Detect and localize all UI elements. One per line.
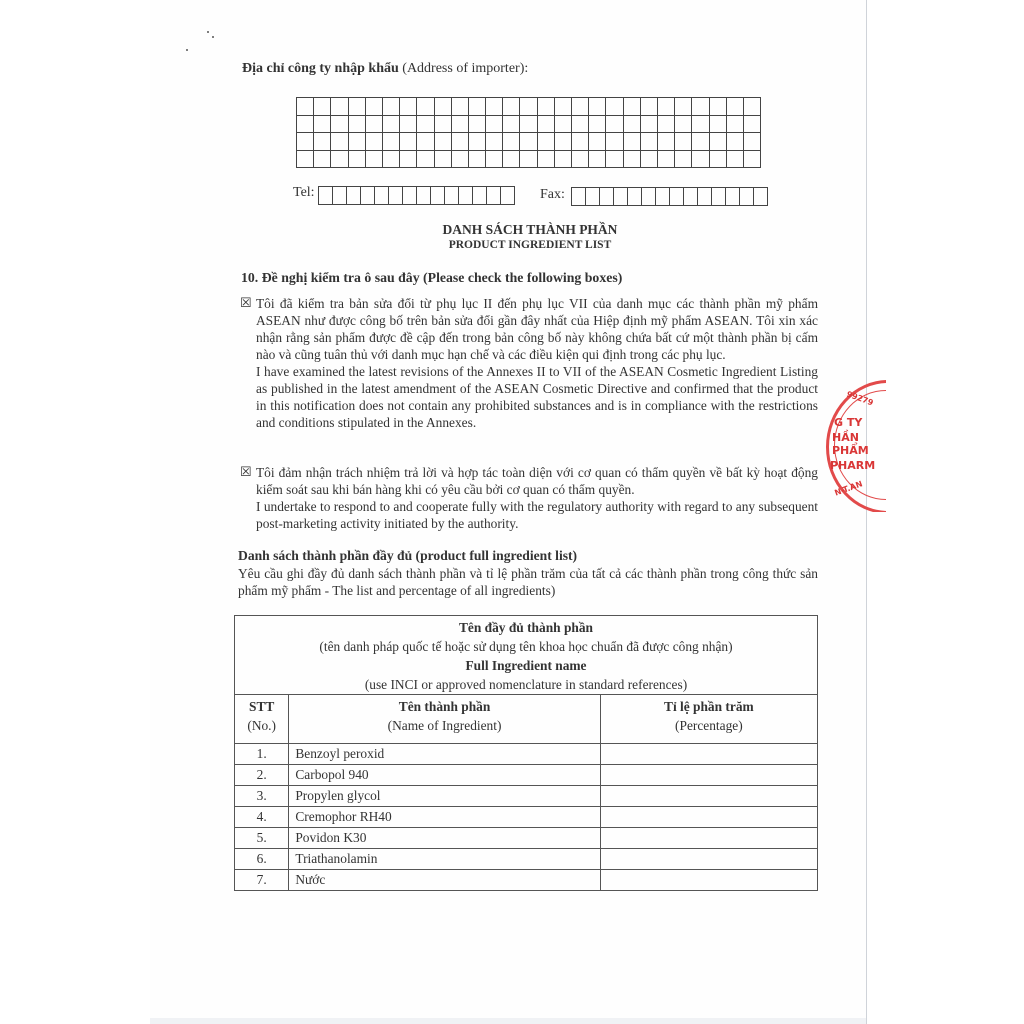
ingredient-percentage[interactable] — [600, 744, 817, 765]
table-main-header — [235, 616, 818, 695]
importer-address-label: Địa chỉ công ty nhập khẩu (Address of importer): — [242, 61, 529, 76]
col-header-name: Tên thành phần (Name of Ingredient) — [289, 695, 600, 744]
row-number: 3. — [235, 786, 289, 807]
tel-box-row[interactable] — [318, 186, 515, 205]
table-row — [235, 786, 818, 807]
header-vi: Tên đầy đủ thành phần — [459, 620, 593, 635]
declaration-2-en: I undertake to respond to and cooperate fully with the regulatory authority with regard to any subsequent post-marketing activity initiated by the authority. — [256, 499, 818, 531]
row-number: 2. — [235, 765, 289, 786]
ingredient-name: Nước — [289, 870, 600, 891]
checkbox-1[interactable]: ☒ — [240, 295, 252, 310]
declaration-1 — [256, 295, 818, 431]
stamp-text: PHẨM — [832, 444, 869, 457]
ingredient-percentage[interactable] — [600, 807, 817, 828]
full-list-description: Yêu cầu ghi đầy đủ danh sách thành phần và tỉ lệ phần trăm của tất cả các thành phần trong công thức sản phẩm mỹ phẩm - The list and percentage of all ingredients) — [238, 566, 818, 598]
table-row — [235, 807, 818, 828]
ingredient-name: Povidon K30 — [289, 828, 600, 849]
scan-speck — [186, 49, 188, 51]
col-header-percentage: Tỉ lệ phần trăm (Percentage) — [600, 695, 817, 744]
table-row — [235, 849, 818, 870]
fax-label: Fax: — [540, 187, 565, 202]
stamp-text: N-T.AN — [833, 479, 864, 498]
declaration-1-en: I have examined the latest revisions of the Annexes II to VII of the ASEAN Cosmetic Ingredient Listing as published in the latest amendment of the ASEAN Cosmetic Directive and confirmed that the product in this notification does not contain any prohibited substances and is in compliance with the restrictions and conditions stipulated in the Annexes. — [256, 364, 818, 430]
stamp-text: 99279 — [845, 389, 875, 408]
page-bottom-edge — [150, 1018, 866, 1024]
declaration-2 — [256, 464, 818, 532]
table-row — [235, 765, 818, 786]
ingredient-name: Propylen glycol — [289, 786, 600, 807]
section-10-heading: 10. Đề nghị kiểm tra ô sau đây (Please check the following boxes) — [241, 270, 623, 285]
scan-speck — [212, 36, 214, 38]
header-en-sub: (use INCI or approved nomenclature in standard references) — [364, 677, 688, 692]
ingredient-percentage[interactable] — [600, 870, 817, 891]
row-number: 7. — [235, 870, 289, 891]
table-row — [235, 744, 818, 765]
row-number: 6. — [235, 849, 289, 870]
ingredient-name: Benzoyl peroxid — [289, 744, 600, 765]
table-row — [235, 828, 818, 849]
ingredient-table — [234, 615, 818, 891]
title-vi: DANH SÁCH THÀNH PHẦN — [442, 222, 618, 237]
tel-label: Tel: — [293, 185, 315, 200]
header-en: Full Ingredient name — [465, 658, 587, 673]
row-number: 1. — [235, 744, 289, 765]
declaration-2-vi: Tôi đảm nhận trách nhiệm trả lời và hợp tác toàn diện với cơ quan có thẩm quyền về bất kỳ hoạt động kiểm soát sau khi bán hàng khi có yêu cầu bởi cơ quan có thẩm quyền. — [256, 465, 818, 497]
ingredient-name: Triathanolamin — [289, 849, 600, 870]
declaration-1-vi: Tôi đã kiểm tra bản sửa đổi từ phụ lục II đến phụ lục VII của danh mục các thành phần mỹ phẩm ASEAN như được công bố trên bản sửa đổi gần đây nhất của Hiệp định mỹ phẩm ASEAN. Tôi xin xác nhận rằng sản phẩm được đề cập đến trong bản công bố này không chứa bất cứ một thành phần bị cấm nào và cũng tuân thủ với danh mục hạn chế và các điều kiện qui định trong các phụ lục. — [256, 296, 818, 362]
scan-speck — [207, 31, 209, 33]
ingredient-percentage[interactable] — [600, 765, 817, 786]
stamp-text: HẦN — [832, 431, 859, 444]
fax-box-row[interactable] — [571, 187, 768, 206]
checkbox-2[interactable]: ☒ — [240, 464, 252, 479]
row-number: 5. — [235, 828, 289, 849]
company-stamp — [826, 380, 886, 512]
stamp-text: PHARM — [830, 459, 876, 472]
address-box-grid[interactable] — [296, 97, 761, 168]
table-row — [235, 870, 818, 891]
ingredient-percentage[interactable] — [600, 849, 817, 870]
col-header-stt: STT (No.) — [235, 695, 289, 744]
header-vi-sub: (tên danh pháp quốc tế hoặc sử dụng tên khoa học chuẩn đã được công nhận) — [319, 639, 733, 654]
ingredient-percentage[interactable] — [600, 828, 817, 849]
title-en: PRODUCT INGREDIENT LIST — [448, 239, 612, 251]
row-number: 4. — [235, 807, 289, 828]
full-list-heading: Danh sách thành phần đầy đủ (product full ingredient list) — [238, 548, 578, 563]
ingredient-name: Cremophor RH40 — [289, 807, 600, 828]
stamp-text: G TY — [834, 416, 863, 429]
ingredient-percentage[interactable] — [600, 786, 817, 807]
ingredient-name: Carbopol 940 — [289, 765, 600, 786]
